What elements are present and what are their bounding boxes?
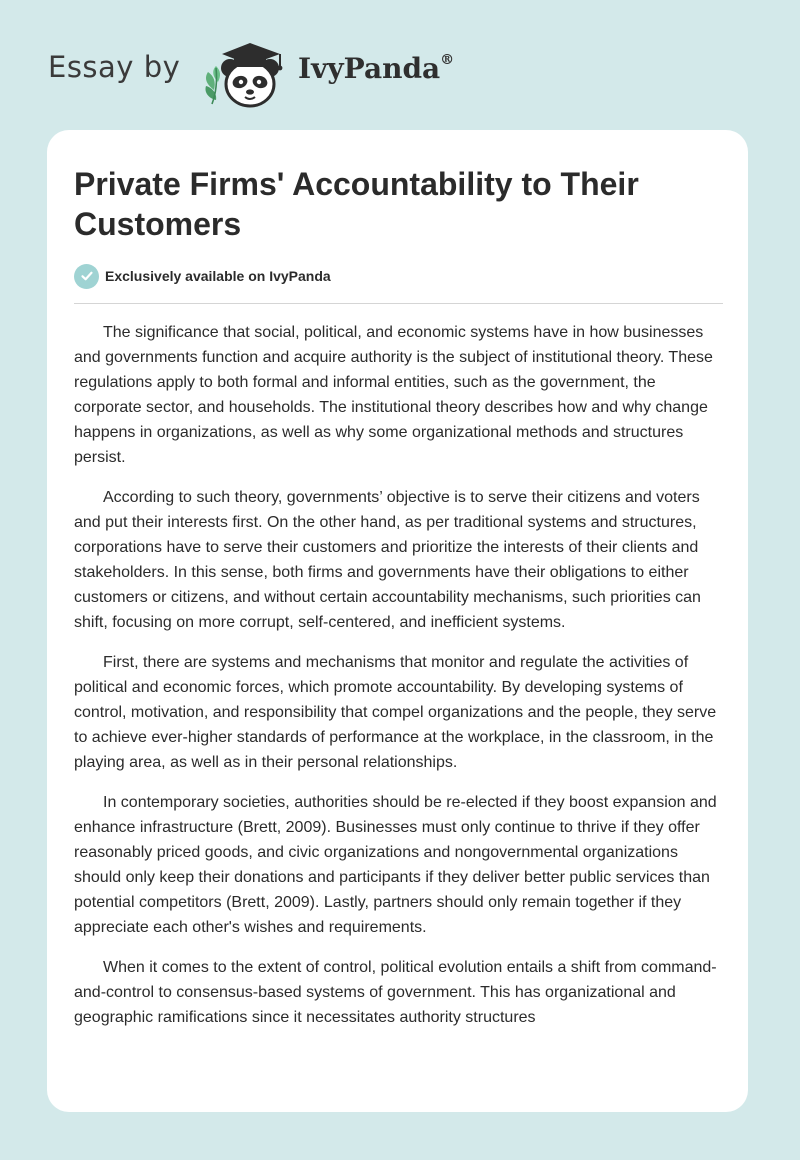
panda-graduate-logo-icon[interactable] <box>200 34 292 110</box>
site-header <box>0 0 800 130</box>
essay-by-label: Essay by <box>48 50 181 84</box>
divider <box>74 303 723 304</box>
paragraph: When it comes to the extent of control, political evolution entails a shift from command-and-control to consensus-based systems of government. This has organizational and geographic ramifications since it necessitates authority structures <box>74 959 717 1026</box>
brand-name[interactable] <box>298 52 454 85</box>
exclusive-badge <box>74 263 331 289</box>
paragraph: According to such theory, governments’ objective is to serve their citizens and voters and put their interests first. On the other hand, as per traditional systems and structures, corporations have to serve their customers and prioritize the interests of their clients and stakeholders. In this sense, both firms and governments have their obligations to either customers or citizens, and without certain accountability mechanisms, such priorities can shift, focusing on more corrupt, self-centered, and inefficient systems. <box>74 489 701 631</box>
page-title: Private Firms' Accountability to Their Customers <box>74 166 639 242</box>
brand-name-text: IvyPanda <box>298 52 441 85</box>
essay-card <box>47 130 748 1112</box>
paragraph: First, there are systems and mechanisms that monitor and regulate the activities of political and economic forces, which promote accountability. By developing systems of control, motivation, and responsibility that compel organizations and the people, they serve to achieve ever-higher standards of performance at the workplace, in the classroom, in the playing area, as well as in their personal relationships. <box>74 654 717 771</box>
exclusive-badge-label: Exclusively available on IvyPanda <box>105 268 331 284</box>
registered-mark: ® <box>440 51 455 68</box>
essay-body <box>74 320 726 1045</box>
paragraph: In contemporary societies, authorities should be re-elected if they boost expansion and enhance infrastructure (Brett, 2009). Businesses must only continue to thrive if they offer reasonably priced goods, and civic organizations and nongovernmental organizations should only keep their donations and participants if they deliver better public services than potential competitors (Brett, 2009). Lastly, partners should only remain together if they appreciate each other's wishes and requirements. <box>74 794 717 936</box>
checkmark-icon <box>74 264 99 289</box>
paragraph: The significance that social, political, and economic systems have in how businesses and governments function and acquire authority is the subject of institutional theory. These regulations apply to both formal and informal entities, such as the government, the corporate sector, and households. The institutional theory describes how and why change happens in organizations, as well as why some organizational methods and structures persist. <box>74 324 713 466</box>
